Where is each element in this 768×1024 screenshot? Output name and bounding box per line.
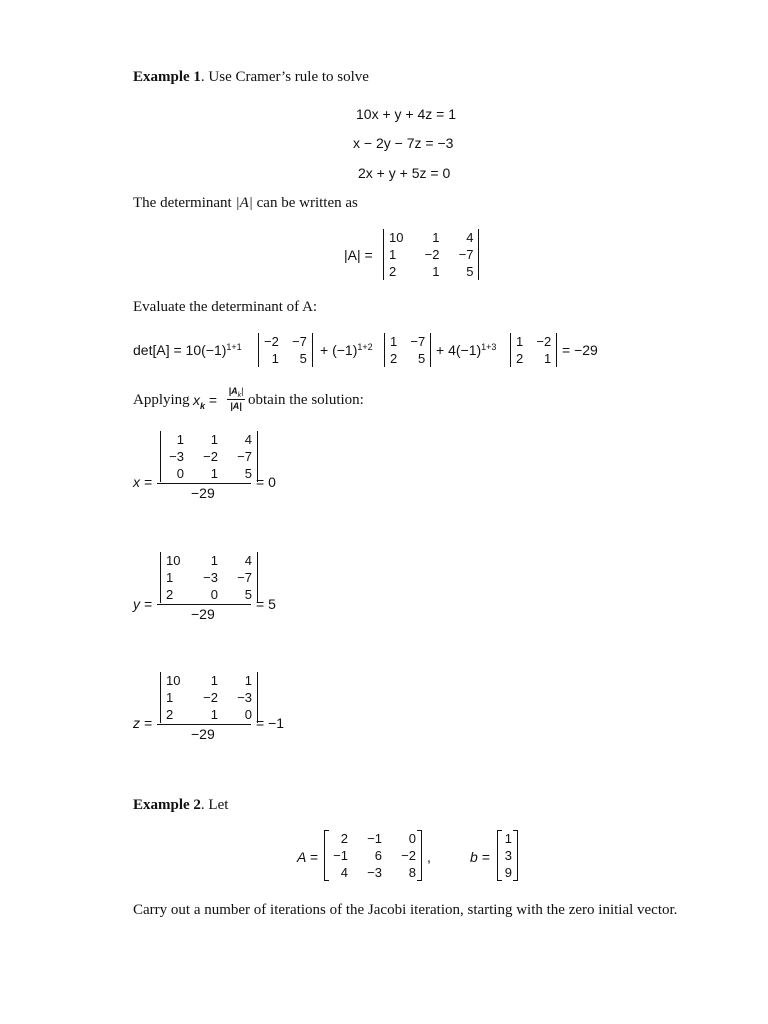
minor-2-grid <box>387 333 428 367</box>
cell: −7 <box>410 334 426 349</box>
evaluate-sentence: Evaluate the determinant of A: <box>133 299 318 315</box>
x-fraction-bar <box>157 483 251 484</box>
jacobi-instruction: Carry out a number of iterations of the Jacobi iteration, starting with the zero initial vector. <box>133 902 678 918</box>
cell: −1 <box>367 831 382 846</box>
det-text-after: can be written as <box>252 195 358 211</box>
x-denominator: −29 <box>191 485 215 501</box>
x-matrix-grid <box>163 431 255 482</box>
cell: 1 <box>432 264 440 279</box>
cell: 0 <box>176 466 184 481</box>
plus-1: + (−1) <box>320 342 358 358</box>
applying-fraction-bar <box>227 399 245 400</box>
cell: −3 <box>237 690 252 705</box>
example1-heading-line <box>133 68 369 86</box>
exponent-3: 1+3 <box>481 342 497 352</box>
z-fraction-bar <box>157 724 251 725</box>
example1-heading: Example 1 <box>133 69 201 85</box>
plus-2: + 4(−1) <box>436 342 482 358</box>
cell: 2 <box>516 351 524 366</box>
exponent-2: 1+2 <box>357 342 373 352</box>
cell: 5 <box>244 587 252 602</box>
cell: 0 <box>210 587 218 602</box>
applying-formula <box>193 392 217 411</box>
det-text-before: The determinant <box>133 195 236 211</box>
determinant-sentence <box>133 194 358 212</box>
example2-heading: Example 2 <box>133 797 201 813</box>
cell: 1 <box>166 570 174 585</box>
cell: 2 <box>166 707 174 722</box>
cell: 4 <box>466 230 474 245</box>
cell: 1 <box>210 707 218 722</box>
cell: −7 <box>292 334 307 349</box>
cell: 2 <box>340 831 348 846</box>
b-vector <box>497 830 518 881</box>
example2-intro: . Let <box>200 797 229 813</box>
cell: 5 <box>466 264 474 279</box>
x-label: x = <box>133 474 153 490</box>
applying-fraction-num <box>226 386 246 399</box>
cell: −7 <box>237 570 252 585</box>
cell: 10 <box>166 673 181 688</box>
equation-1: 10x + y + 4z = 1 <box>356 106 457 122</box>
matrixA-determinant <box>383 229 479 280</box>
cell: −3 <box>367 865 382 880</box>
z-matrix-grid <box>163 672 255 723</box>
cell: 1 <box>244 673 252 688</box>
cell: −2 <box>203 690 218 705</box>
cell: −2 <box>203 449 218 464</box>
cell: 1 <box>432 230 440 245</box>
matrix-separator: , <box>427 849 431 865</box>
A-matrix <box>324 830 422 881</box>
cell: 2 <box>166 587 174 602</box>
z-denominator: −29 <box>191 726 215 742</box>
expansion-term3 <box>436 342 496 358</box>
applying-eq: = <box>205 392 218 408</box>
equation-2: x − 2y − 7z = −3 <box>353 135 454 151</box>
frac-num-sub: k <box>237 391 242 399</box>
minor-1-grid <box>261 333 310 367</box>
cell: 6 <box>374 848 382 863</box>
applying-fraction-den: |A| <box>230 401 242 411</box>
minor-1 <box>258 333 313 367</box>
expansion-term2 <box>320 342 373 358</box>
y-numerator-determinant <box>160 552 258 603</box>
cell: 1 <box>544 351 552 366</box>
x-numerator-determinant <box>160 431 258 482</box>
cell: 5 <box>299 351 307 366</box>
cell: 8 <box>408 865 416 880</box>
frac-num: |A <box>228 386 238 396</box>
cell: 1 <box>390 334 398 349</box>
cell: −3 <box>169 449 184 464</box>
cell: −2 <box>536 334 552 349</box>
cell: 1 <box>210 466 218 481</box>
cell: 1 <box>176 432 184 447</box>
z-result: = −1 <box>256 715 285 731</box>
expansion-result: = −29 <box>562 342 598 358</box>
applying-text: Applying <box>133 392 190 408</box>
matrixA-grid <box>386 229 476 280</box>
cell: −7 <box>458 247 474 262</box>
z-numerator-determinant <box>160 672 258 723</box>
b-label: b = <box>470 849 490 865</box>
applying-sub: k <box>200 400 206 411</box>
y-matrix-grid <box>163 552 255 603</box>
cell: −2 <box>264 334 279 349</box>
minor-3-grid <box>513 333 554 367</box>
cell: 10 <box>166 553 181 568</box>
example2-heading-line <box>133 796 228 814</box>
matrixA-label: |A| = <box>344 247 373 263</box>
example1-intro: . Use Cramer’s rule to solve <box>200 69 369 85</box>
cell: 1 <box>271 351 279 366</box>
cell: 1 <box>210 553 218 568</box>
z-label: z = <box>133 715 153 731</box>
cell: 1 <box>389 247 397 262</box>
minor-3 <box>510 333 557 367</box>
cell: 1 <box>210 673 218 688</box>
A-matrix-grid <box>327 830 419 881</box>
cell: −2 <box>401 848 416 863</box>
cell: 1 <box>516 334 524 349</box>
cell: −1 <box>333 848 348 863</box>
frac-num-end: | <box>241 386 244 396</box>
cell: 1 <box>166 690 174 705</box>
x-result: = 0 <box>256 474 276 490</box>
y-denominator: −29 <box>191 606 215 622</box>
cell: 0 <box>244 707 252 722</box>
b-vector-grid <box>500 830 515 881</box>
cell: −7 <box>237 449 252 464</box>
cell: 3 <box>504 848 512 863</box>
equation-3: 2x + y + 5z = 0 <box>358 165 451 181</box>
cell: 4 <box>340 865 348 880</box>
minor-2 <box>384 333 431 367</box>
y-result: = 5 <box>256 596 276 612</box>
A-label: A = <box>297 849 318 865</box>
expansion-lhs-text: det[A] = 10(−1) <box>133 342 227 358</box>
cell: 10 <box>389 230 404 245</box>
cell: −2 <box>424 247 440 262</box>
y-label: y = <box>133 596 153 612</box>
cell: 4 <box>244 432 252 447</box>
cell: 4 <box>244 553 252 568</box>
expansion-lhs <box>133 342 242 358</box>
det-symbol: |A| <box>235 195 253 211</box>
cell: −3 <box>203 570 218 585</box>
cell: 5 <box>418 351 426 366</box>
cell: 2 <box>390 351 398 366</box>
cell: 0 <box>408 831 416 846</box>
cell: 9 <box>504 865 512 880</box>
applying-after: obtain the solution: <box>248 392 364 408</box>
y-fraction-bar <box>157 604 251 605</box>
cell: 1 <box>504 831 512 846</box>
cell: 1 <box>210 432 218 447</box>
cell: 2 <box>389 264 397 279</box>
exponent-1: 1+1 <box>226 342 242 352</box>
applying-var: x <box>193 392 200 408</box>
cell: 5 <box>244 466 252 481</box>
